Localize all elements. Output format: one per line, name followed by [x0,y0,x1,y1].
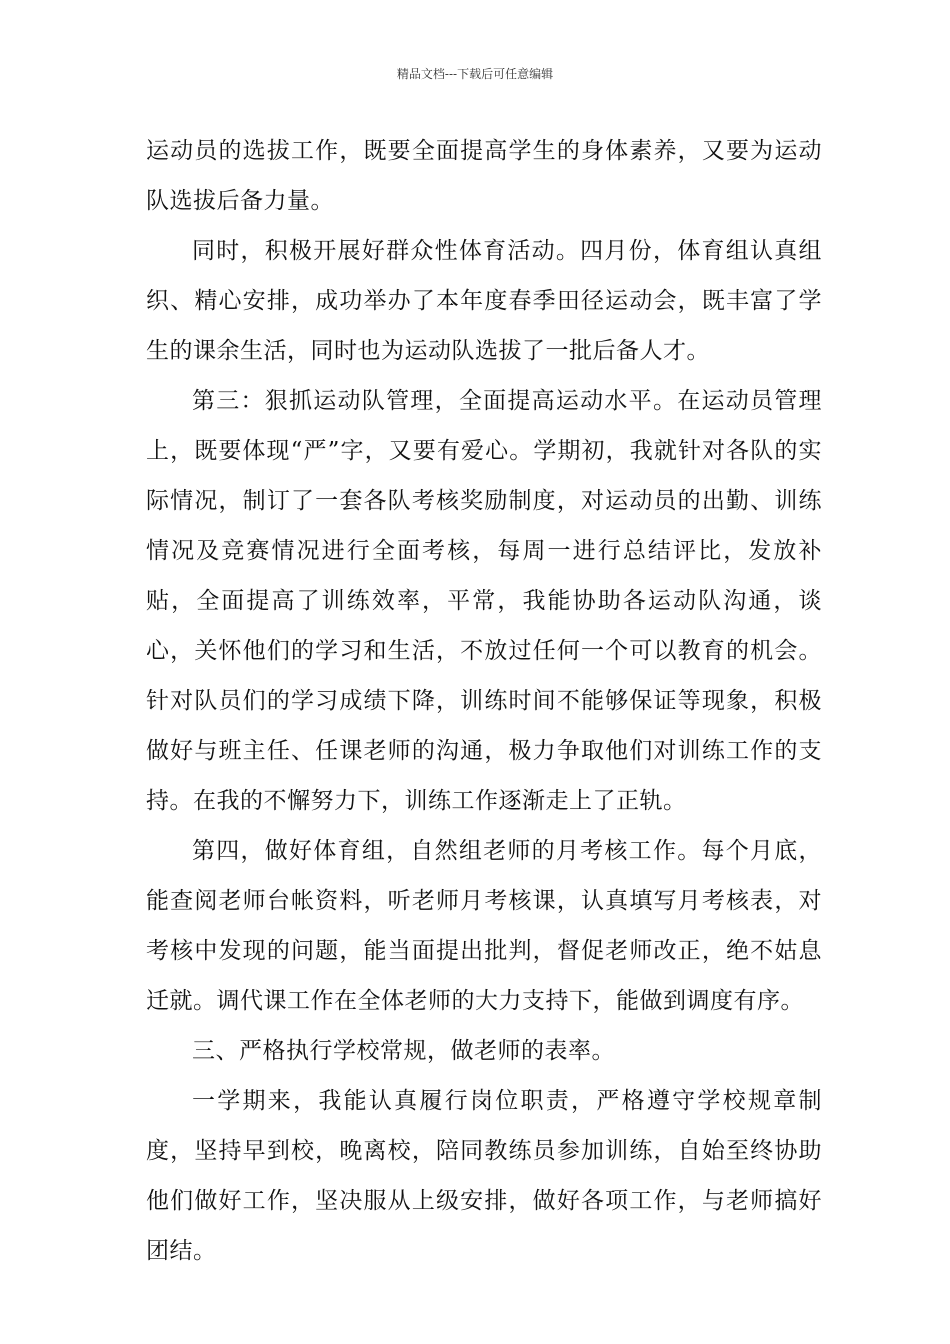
section-heading-school-rules: 三、严格执行学校常规，做老师的表率。 [192,1038,615,1064]
paragraph-team-management: 第三：狠抓运动队管理，全面提高运动水平。在运动员管理上，既要体现“严”字，又要有爱心。学期初，我就针对各队的实际情况，制订了一套各队考核奖励制度，对运动员的出勤、训练情况及竞赛情况进行全面考核，每周一进行总结评比，发放补贴，全面提高了训练效率，平常，我能协助各运动队沟通，谈心，关怀他们的学习和生活，不放过任何一个可以教育的机会。针对队员们的学习成绩下降，训练时间不能够保证等现象，积极做好与班主任、任课老师的沟通，极力争取他们对训练工作的支持。在我的不懈努力下，训练工作逐渐走上了正轨。 [146,388,822,814]
page-header: 精品文档---下载后可任意编辑 [396,67,554,81]
document-body [146,126,822,1276]
paragraph-continuation: 运动员的选拔工作，既要全面提高学生的身体素养，又要为运动队选拔后备力量。 [146,138,822,214]
paragraph-duties: 一学期来，我能认真履行岗位职责，严格遵守学校规章制度，坚持早到校，晚离校，陪同教练员参加训练，自始至终协助他们做好工作，坚决服从上级安排，做好各项工作，与老师搞好团结。 [146,1088,822,1264]
paragraph-monthly-assessment: 第四，做好体育组，自然组老师的月考核工作。每个月底，能查阅老师台帐资料，听老师月考核课，认真填写月考核表，对考核中发现的问题，能当面提出批判，督促老师改正，绝不姑息迁就。调代课工作在全体老师的大力支持下，能做到调度有序。 [146,838,822,1014]
paragraph-activities: 同时，积极开展好群众性体育活动。四月份，体育组认真组织、精心安排，成功举办了本年度春季田径运动会，既丰富了学生的课余生活，同时也为运动队选拔了一批后备人才。 [146,238,822,364]
